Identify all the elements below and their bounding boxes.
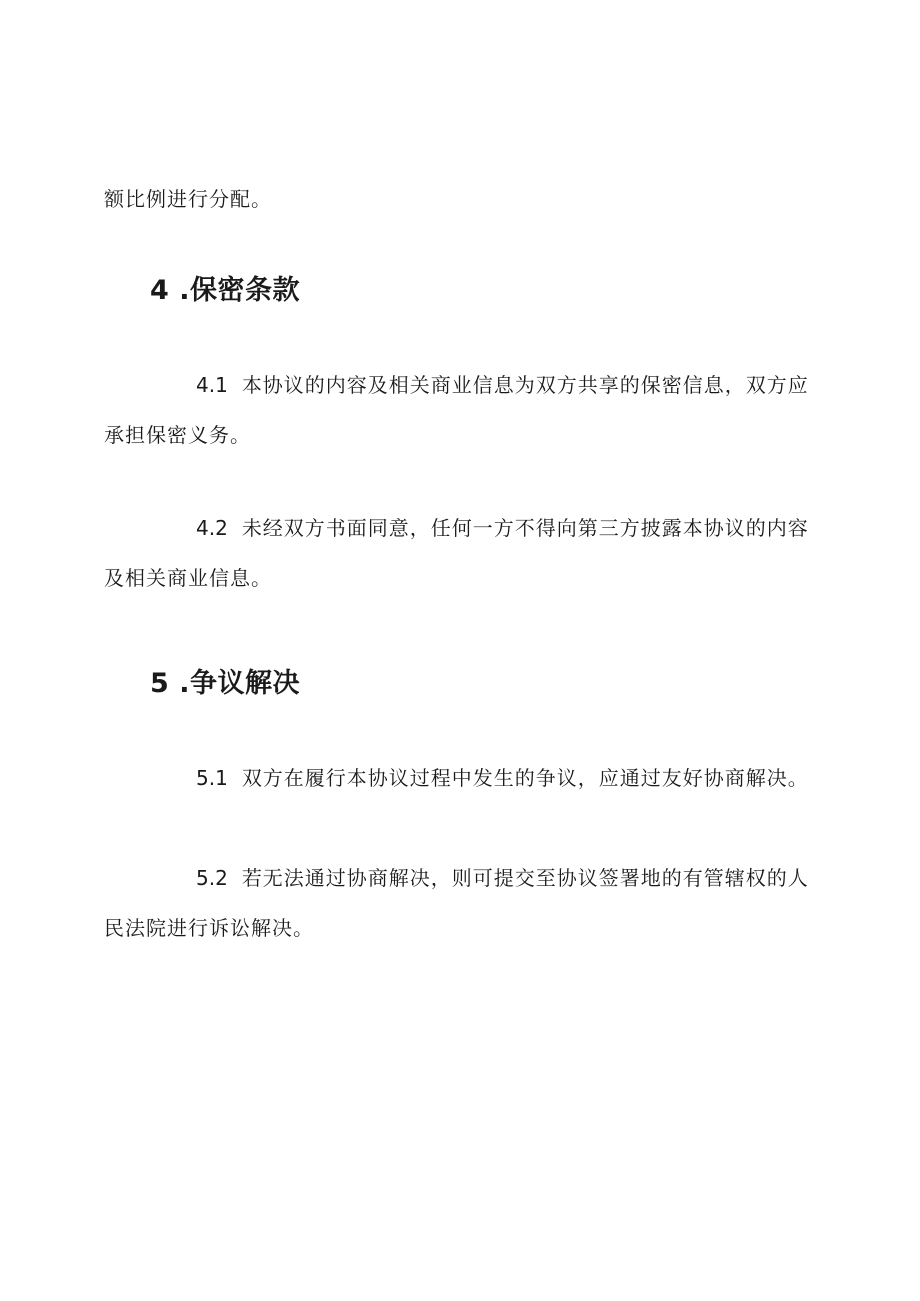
clause-paragraph <box>104 360 816 460</box>
clause-paragraph <box>104 753 816 803</box>
clause-number: 4.2 <box>196 516 228 540</box>
continuation-paragraph: 额比例进行分配。 <box>104 187 272 211</box>
clause-paragraph <box>104 503 816 603</box>
clause-text: 未经双方书面同意，任何一方不得向第三方披露本协议的内容及相关商业信息。 <box>104 516 809 590</box>
clause-number: 5.2 <box>196 866 228 890</box>
section-heading-5 <box>150 664 300 704</box>
clause-text: 本协议的内容及相关商业信息为双方共享的保密信息，双方应承担保密义务。 <box>104 373 809 447</box>
clause-paragraph <box>104 853 816 953</box>
section-title: .保密条款 <box>179 275 301 306</box>
clause-number: 4.1 <box>196 373 228 397</box>
clause-text: 若无法通过协商解决，则可提交至协议签署地的有管辖权的人民法院进行诉讼解决。 <box>104 866 809 940</box>
clause-number: 5.1 <box>196 766 228 790</box>
section-number: 5 <box>150 668 170 699</box>
section-number: 4 <box>150 275 170 306</box>
section-heading-4 <box>150 271 300 311</box>
clause-text: 双方在履行本协议过程中发生的争议，应通过友好协商解决。 <box>241 766 809 790</box>
section-title: .争议解决 <box>179 668 301 699</box>
